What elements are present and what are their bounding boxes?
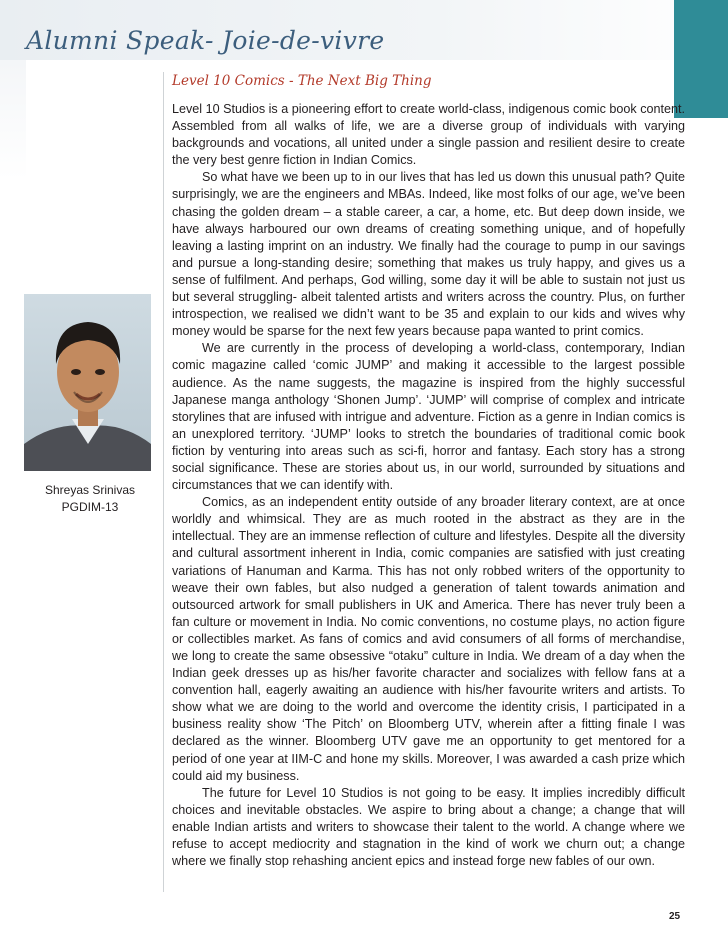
alumni-batch: PGDIM-13 (61, 500, 119, 514)
alumni-name: Shreyas Srinivas (44, 483, 136, 497)
page-title: Alumni Speak- Joie-de-vivre (26, 26, 385, 55)
article-paragraph: So what have we been up to in our lives that has led us down this unusual path? Quite surprisingly, we are the engineers and MBAs. Indeed, like most folks of our age, we’ve been chasing the golden dream – a stable career, a car, a home, etc. But deep down inside, we have always harboured our own dreams of creating something unique, and of hopefully leaving a lasting imprint on an industry. We finally had the courage to pump in our savings and pursue a long-standing desire; something that makes us truly happy, and gives us a sense of fulfilment. And perhaps, God willing, some day it will be able to sustain not just us but several struggling- albeit talented artists and writers across the country. Plus, on further introspection, we realised we didn’t want to be 35 and explain to our kids and wives why money would be sparse for the next few years because papa wanted to print comics. (172, 170, 685, 339)
column-divider (163, 72, 164, 892)
article-paragraph: The future for Level 10 Studios is not going to be easy. It implies incredibly difficult choices and inevitable obstacles. We aspire to bring about a change; a change that will enable Indian artists and writers to showcase their talent to the world. A change where we refuse to accept mediocrity and stagnation in the kind of work we churn out; a change where we finally stop rehashing ancient epics and instead forge new fables of our own. (172, 785, 685, 869)
article-paragraph: We are currently in the process of developing a world-class, contemporary, Indian comic magazine called ‘comic JUMP’ and making it accessible to the largest possible audience. As the name suggests, the magazine is inspired from the highly successful Japanese manga anthology ‘Shonen Jump’. ‘JUMP’ will comprise of complex and intricate storylines that are infused with intrigue and adventure. Fiction as a genre in Indian comics is an unexplored territory. ‘JUMP’ looks to stretch the boundaries of traditional comic book fiction by venturing into areas such as sci-fi, horror and fantasy. Each story has a strong social significance. These are stories about us, in our world, surrounded by situations and circumstances that we can identify with. (172, 341, 685, 493)
article-body (172, 101, 685, 870)
article-paragraph: Comics, as an independent entity outside of any broader literary context, are at once worldly and whimsical. They are as much rooted in the abstract as they are in the intellectual. They are an immense reflection of culture and lifestyles. Despite all the diversity and cultural assortment inherent in India, comic companies are satisfied with just creating variations of Hanuman and Karma. This has not only robbed writers of the opportunity to weave their own fables, but also nudged a generation of talent towards animation and outsourced artwork for small publishers in UK and America. There has never truly been a fan culture or movement in India. No comic conventions, no costume plays, no action figure or collectibles market. As fans of comics and avid consumers of all forms of merchandise, we long to create the same obsessive “otaku” culture in India. We dream of a day when the Indian geek dresses up as his/her favorite character and socializes with fellow fans at a convention hall, eagerly awaiting an audience with his/her favourite writers and artists. To show what we are doing to the world and overcome the identity crisis, I participated in a business reality show ‘The Pitch’ on Bloomberg UTV, wherein after a fitting finale I was declared as the winner. Bloomberg UTV gave me an opportunity to get mentored for a period of one year at IIM-C and hone my skills. Moreover, I was awarded a cash prize which could aid my business. (172, 495, 685, 783)
page-number: 25 (669, 911, 681, 922)
alumni-photo (24, 294, 151, 471)
left-margin-shade (0, 60, 26, 180)
article-subtitle: Level 10 Comics - The Next Big Thing (172, 73, 432, 89)
article-paragraph: Level 10 Studios is a pioneering effort to create world-class, indigenous comic book content. Assembled from all walks of life, we are a diverse group of individuals with varying backgrounds and vocations, all united under a single passion and resilient desire to create the very best genre fiction in Indian Comics. (172, 102, 685, 168)
